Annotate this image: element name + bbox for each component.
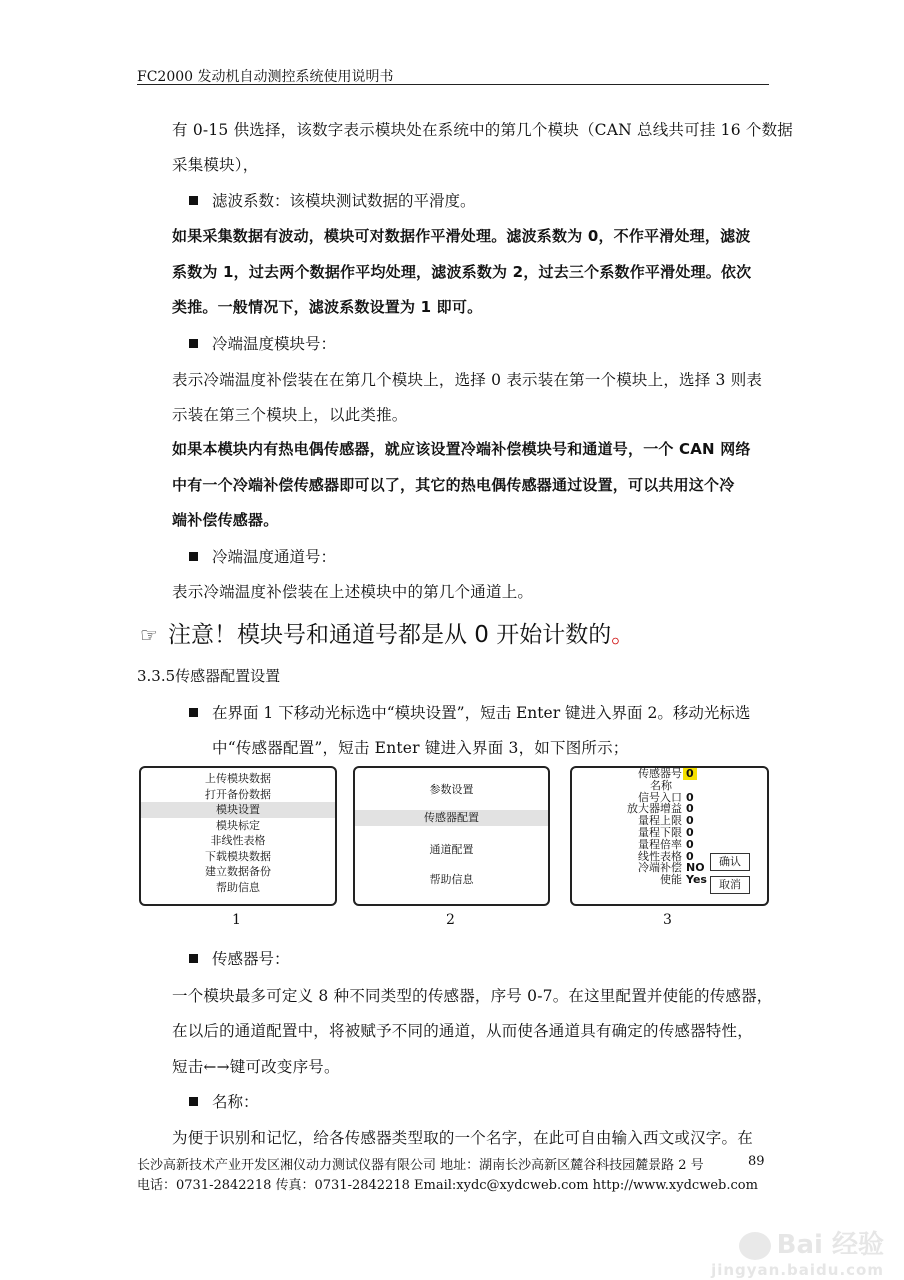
paragraph-line: 表示冷端温度补偿装在上述模块中的第几个通道上。	[172, 583, 534, 601]
menu-item[interactable]: 通道配置	[429, 843, 474, 856]
field-label: 放大器增益	[627, 802, 682, 816]
form-row	[600, 780, 710, 792]
bullet-text: 滤波系数：该模块测试数据的平滑度。	[212, 192, 476, 210]
bullet-text: 传感器号：	[212, 950, 290, 968]
sensor-number-field[interactable]: 0	[683, 768, 697, 780]
screen-1-menu	[141, 771, 335, 895]
footer-address: 长沙高新技术产业开发区湘仪动力测试仪器有限公司 地址：湖南长沙高新区麓谷科技园麓景路 2 号	[137, 1158, 704, 1173]
figure-caption: 3	[663, 912, 672, 928]
menu-item-selected[interactable]: 传感器配置	[355, 810, 548, 826]
field-label: 量程下限	[638, 825, 682, 839]
note-callout	[140, 616, 634, 649]
section-heading: 3.3.5传感器配置设置	[137, 667, 281, 685]
range-upper-field[interactable]: 0	[686, 814, 694, 828]
paragraph-line: 表示冷端温度补偿装在在第几个模块上，选择 0 表示装在第一个模块上，选择 3 则表	[172, 371, 763, 389]
bullet-square-icon	[189, 708, 198, 717]
cancel-button[interactable]: 取消	[710, 876, 750, 894]
paragraph-line: 一个模块最多可定义 8 种不同类型的传感器，序号 0-7。在这里配置并使能的传感器，	[172, 987, 773, 1005]
field-label: 使能	[660, 873, 682, 887]
figure-caption: 1	[232, 912, 241, 928]
field-label: 名称	[650, 778, 672, 792]
bullet-step	[189, 701, 750, 723]
bullet-text: 在界面 1 下移动光标选中“模块设置”，短击 Enter 键进入界面 2。移动光标选	[212, 704, 751, 722]
paragraph-line: 如果采集数据有波动，模块可对数据作平滑处理。滤波系数为 0，不作平滑处理，滤波	[172, 227, 751, 245]
menu-item[interactable]: 参数设置	[429, 783, 474, 796]
figure-caption: 2	[446, 912, 455, 928]
bullet-text: 冷端温度通道号：	[212, 548, 337, 566]
amplifier-gain-field[interactable]: 0	[686, 802, 694, 816]
range-multiplier-field[interactable]: 0	[686, 837, 694, 851]
paragraph-line: 中有一个冷端补偿传感器即可以了，其它的热电偶传感器通过设置，可以共用这个冷	[172, 476, 735, 494]
menu-item[interactable]: 打开备份数据	[205, 787, 271, 801]
menu-item-selected[interactable]: 模块设置	[141, 802, 335, 818]
cold-compensation-field[interactable]: NO	[686, 861, 705, 875]
menu-item[interactable]: 非线性表格	[210, 834, 266, 847]
bullet-filter	[189, 189, 476, 211]
paragraph-line: 如果本模块内有热电偶传感器，就应该设置冷端补偿模块号和通道号，一个 CAN 网络	[172, 440, 751, 458]
watermark-url: jingyan.baidu.com	[711, 1261, 884, 1279]
pointing-hand-icon: ☞	[140, 623, 158, 647]
confirm-button[interactable]: 确认	[710, 853, 750, 871]
field-label: 信号入口	[638, 790, 682, 804]
header-rule	[137, 84, 769, 85]
menu-item[interactable]: 帮助信息	[216, 880, 260, 894]
bullet-square-icon	[189, 552, 198, 561]
paragraph-line: 类推。一般情况下，滤波系数设置为 1 即可。	[172, 298, 483, 316]
field-label: 量程上限	[638, 814, 682, 828]
form-row	[600, 874, 710, 886]
watermark	[711, 1224, 884, 1279]
bullet-text: 名称：	[212, 1093, 259, 1111]
bullet-square-icon	[189, 339, 198, 348]
menu-item[interactable]: 上传模块数据	[205, 772, 271, 785]
bullet-cold-channel	[189, 545, 336, 567]
menu-item[interactable]: 建立数据备份	[205, 865, 271, 878]
bullet-square-icon	[189, 196, 198, 205]
page-header-title: FC2000 发动机自动测控系统使用说明书	[137, 69, 394, 85]
field-label: 量程倍率	[638, 837, 682, 851]
paragraph-line: 在以后的通道配置中，将被赋予不同的通道，从而使各通道具有确定的传感器特性，	[172, 1022, 753, 1040]
bullet-name	[189, 1090, 259, 1112]
paragraph-line: 有 0-15 供选择，该数字表示模块处在系统中的第几个模块（CAN 总线共可挂 16 个数据	[172, 121, 793, 139]
field-label: 线性表格	[638, 849, 682, 863]
bullet-square-icon	[189, 1097, 198, 1106]
bullet-cold-module	[189, 332, 336, 354]
screen-3-panel	[570, 766, 769, 906]
signal-input-field[interactable]: 0	[686, 790, 694, 804]
screen-2-panel	[353, 766, 550, 906]
note-text: 注意！模块号和通道号都是从 0 开始计数的	[167, 622, 612, 648]
menu-item[interactable]: 下载模块数据	[205, 849, 271, 863]
paragraph-line: 中“传感器配置”，短击 Enter 键进入界面 3，如下图所示；	[212, 739, 629, 757]
paragraph-line: 端补偿传感器。	[172, 511, 279, 529]
page-number: 89	[748, 1154, 765, 1169]
range-lower-field[interactable]: 0	[686, 825, 694, 839]
field-label: 冷端补偿	[638, 861, 682, 875]
form-row	[600, 839, 710, 851]
menu-item[interactable]: 模块标定	[216, 818, 260, 832]
bullet-text: 冷端温度模块号：	[212, 335, 337, 353]
paragraph-line: 示装在第三个模块上，以此类推。	[172, 406, 408, 424]
paragraph-line: 短击←→键可改变序号。	[172, 1058, 340, 1076]
screen-1-panel	[139, 766, 337, 906]
enable-field[interactable]: Yes	[686, 873, 707, 887]
note-end-mark: 。	[611, 622, 635, 648]
bullet-sensor-number	[189, 947, 290, 969]
paragraph-line: 采集模块），	[172, 156, 259, 174]
form-row	[600, 827, 710, 839]
footer-contact: 电话：0731-2842218 传真：0731-2842218 Email:xydc@xydcweb.com http://www.xydcweb.com	[137, 1178, 758, 1193]
paragraph-line: 系数为 1，过去两个数据作平均处理，滤波系数为 2，过去三个系数作平滑处理。依次	[172, 263, 752, 281]
linear-table-field[interactable]: 0	[686, 849, 694, 863]
paw-logo-icon	[739, 1232, 771, 1260]
field-label: 传感器号	[638, 767, 682, 780]
watermark-brand: Bai 经验	[711, 1224, 884, 1261]
bullet-square-icon	[189, 954, 198, 963]
menu-item[interactable]: 帮助信息	[429, 873, 474, 886]
paragraph-line: 为便于识别和记忆，给各传感器类型取的一个名字，在此可自由输入西文或汉字。在	[172, 1129, 753, 1147]
sensor-config-form	[600, 768, 710, 886]
